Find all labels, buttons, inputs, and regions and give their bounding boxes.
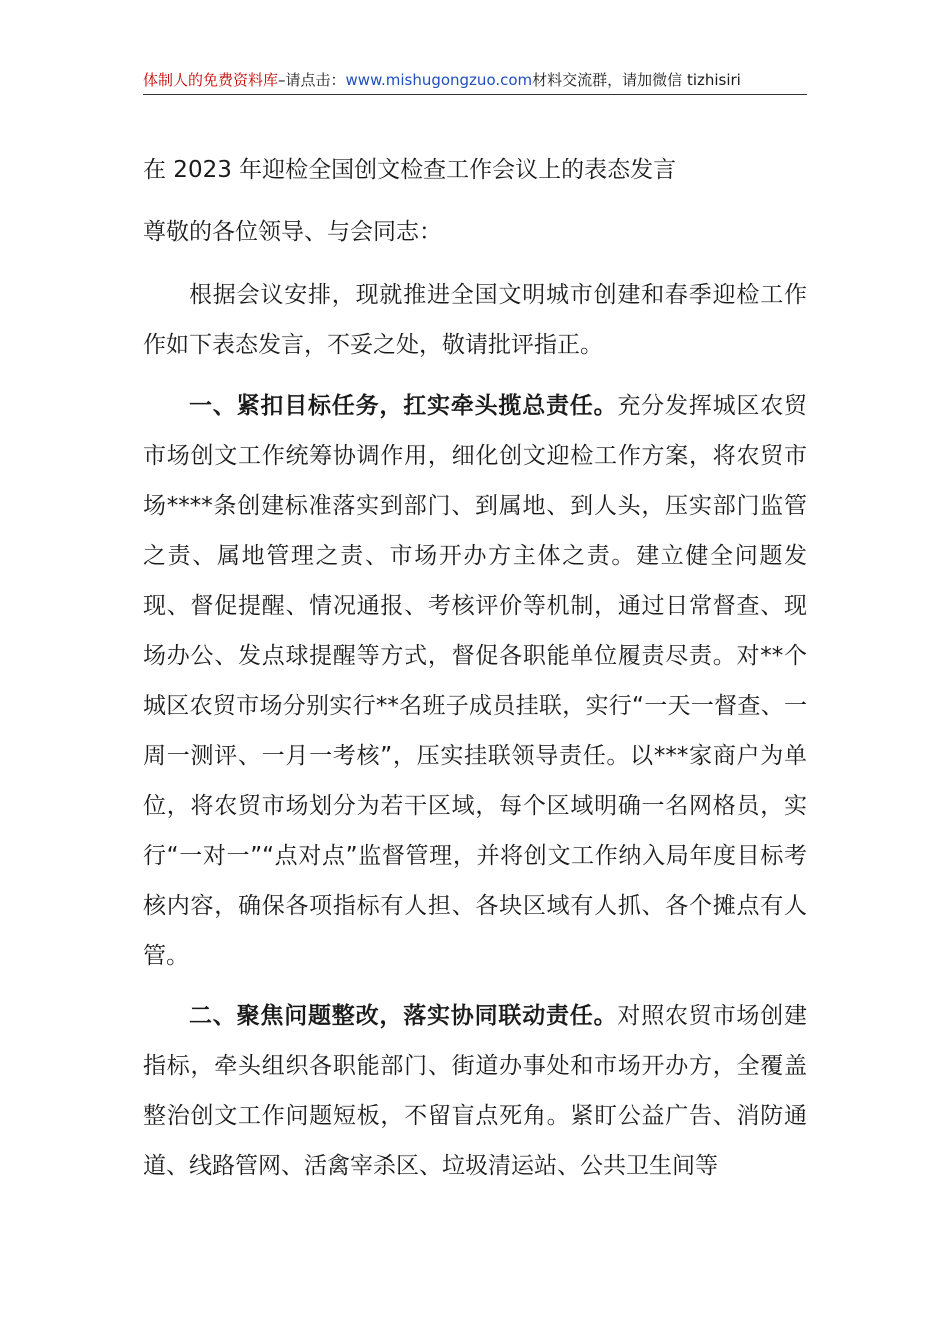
section-paragraph-1 bbox=[143, 381, 807, 981]
salutation: 尊敬的各位领导、与会同志： bbox=[143, 219, 442, 245]
document-title: 在 2023 年迎检全国创文检查工作会议上的表态发言 bbox=[143, 157, 677, 183]
section-heading-1: 一、紧扣目标任务，扛实牵头揽总责任。 bbox=[189, 393, 618, 419]
header-website-link[interactable]: www.mishugongzuo.com bbox=[345, 71, 533, 89]
header-brand: 体制人的免费资料库 bbox=[143, 71, 279, 89]
section-paragraph-2 bbox=[143, 991, 807, 1191]
header-wechat-note: 材料交流群，请加微信 tizhisiri bbox=[532, 71, 741, 89]
section-body-2: 对照农贸市场创建指标，牵头组织各职能部门、街道办事处和市场开办方，全覆盖整治创文工作问题短板，不留盲点死角。紧盯公益广告、消防通道、线路管网、活禽宰杀区、垃圾清运站、公共卫生间等 bbox=[143, 1003, 808, 1179]
page-header bbox=[143, 68, 807, 95]
header-prompt: –请点击： bbox=[278, 71, 346, 89]
section-body-1: 充分发挥城区农贸市场创文工作统筹协调作用，细化创文迎检工作方案，将农贸市场****条创建标准落实到部门、到属地、到人头，压实部门监管之责、属地管理之责、市场开办方主体之责。建立健全问题发现、督促提醒、情况通报、考核评价等机制，通过日常督查、现场办公、发点球提醒等方式，督促各职能单位履责尽责。对**个城区农贸市场分别实行**名班子成员挂联，实行“一天一督查、一周一测评、一月一考核”，压实挂联领导责任。以***家商户为单位，将农贸市场划分为若干区域，每个区域明确一名网格员，实行“一对一”“点对点”监督管理，并将创文工作纳入局年度目标考核内容，确保各项指标有人担、各块区域有人抓、各个摊点有人管。 bbox=[143, 393, 808, 969]
section-heading-2: 二、聚焦问题整改，落实协同联动责任。 bbox=[189, 1003, 618, 1029]
intro-paragraph: 根据会议安排，现就推进全国文明城市创建和春季迎检工作作如下表态发言，不妥之处，敬请批评指正。 bbox=[143, 282, 807, 358]
